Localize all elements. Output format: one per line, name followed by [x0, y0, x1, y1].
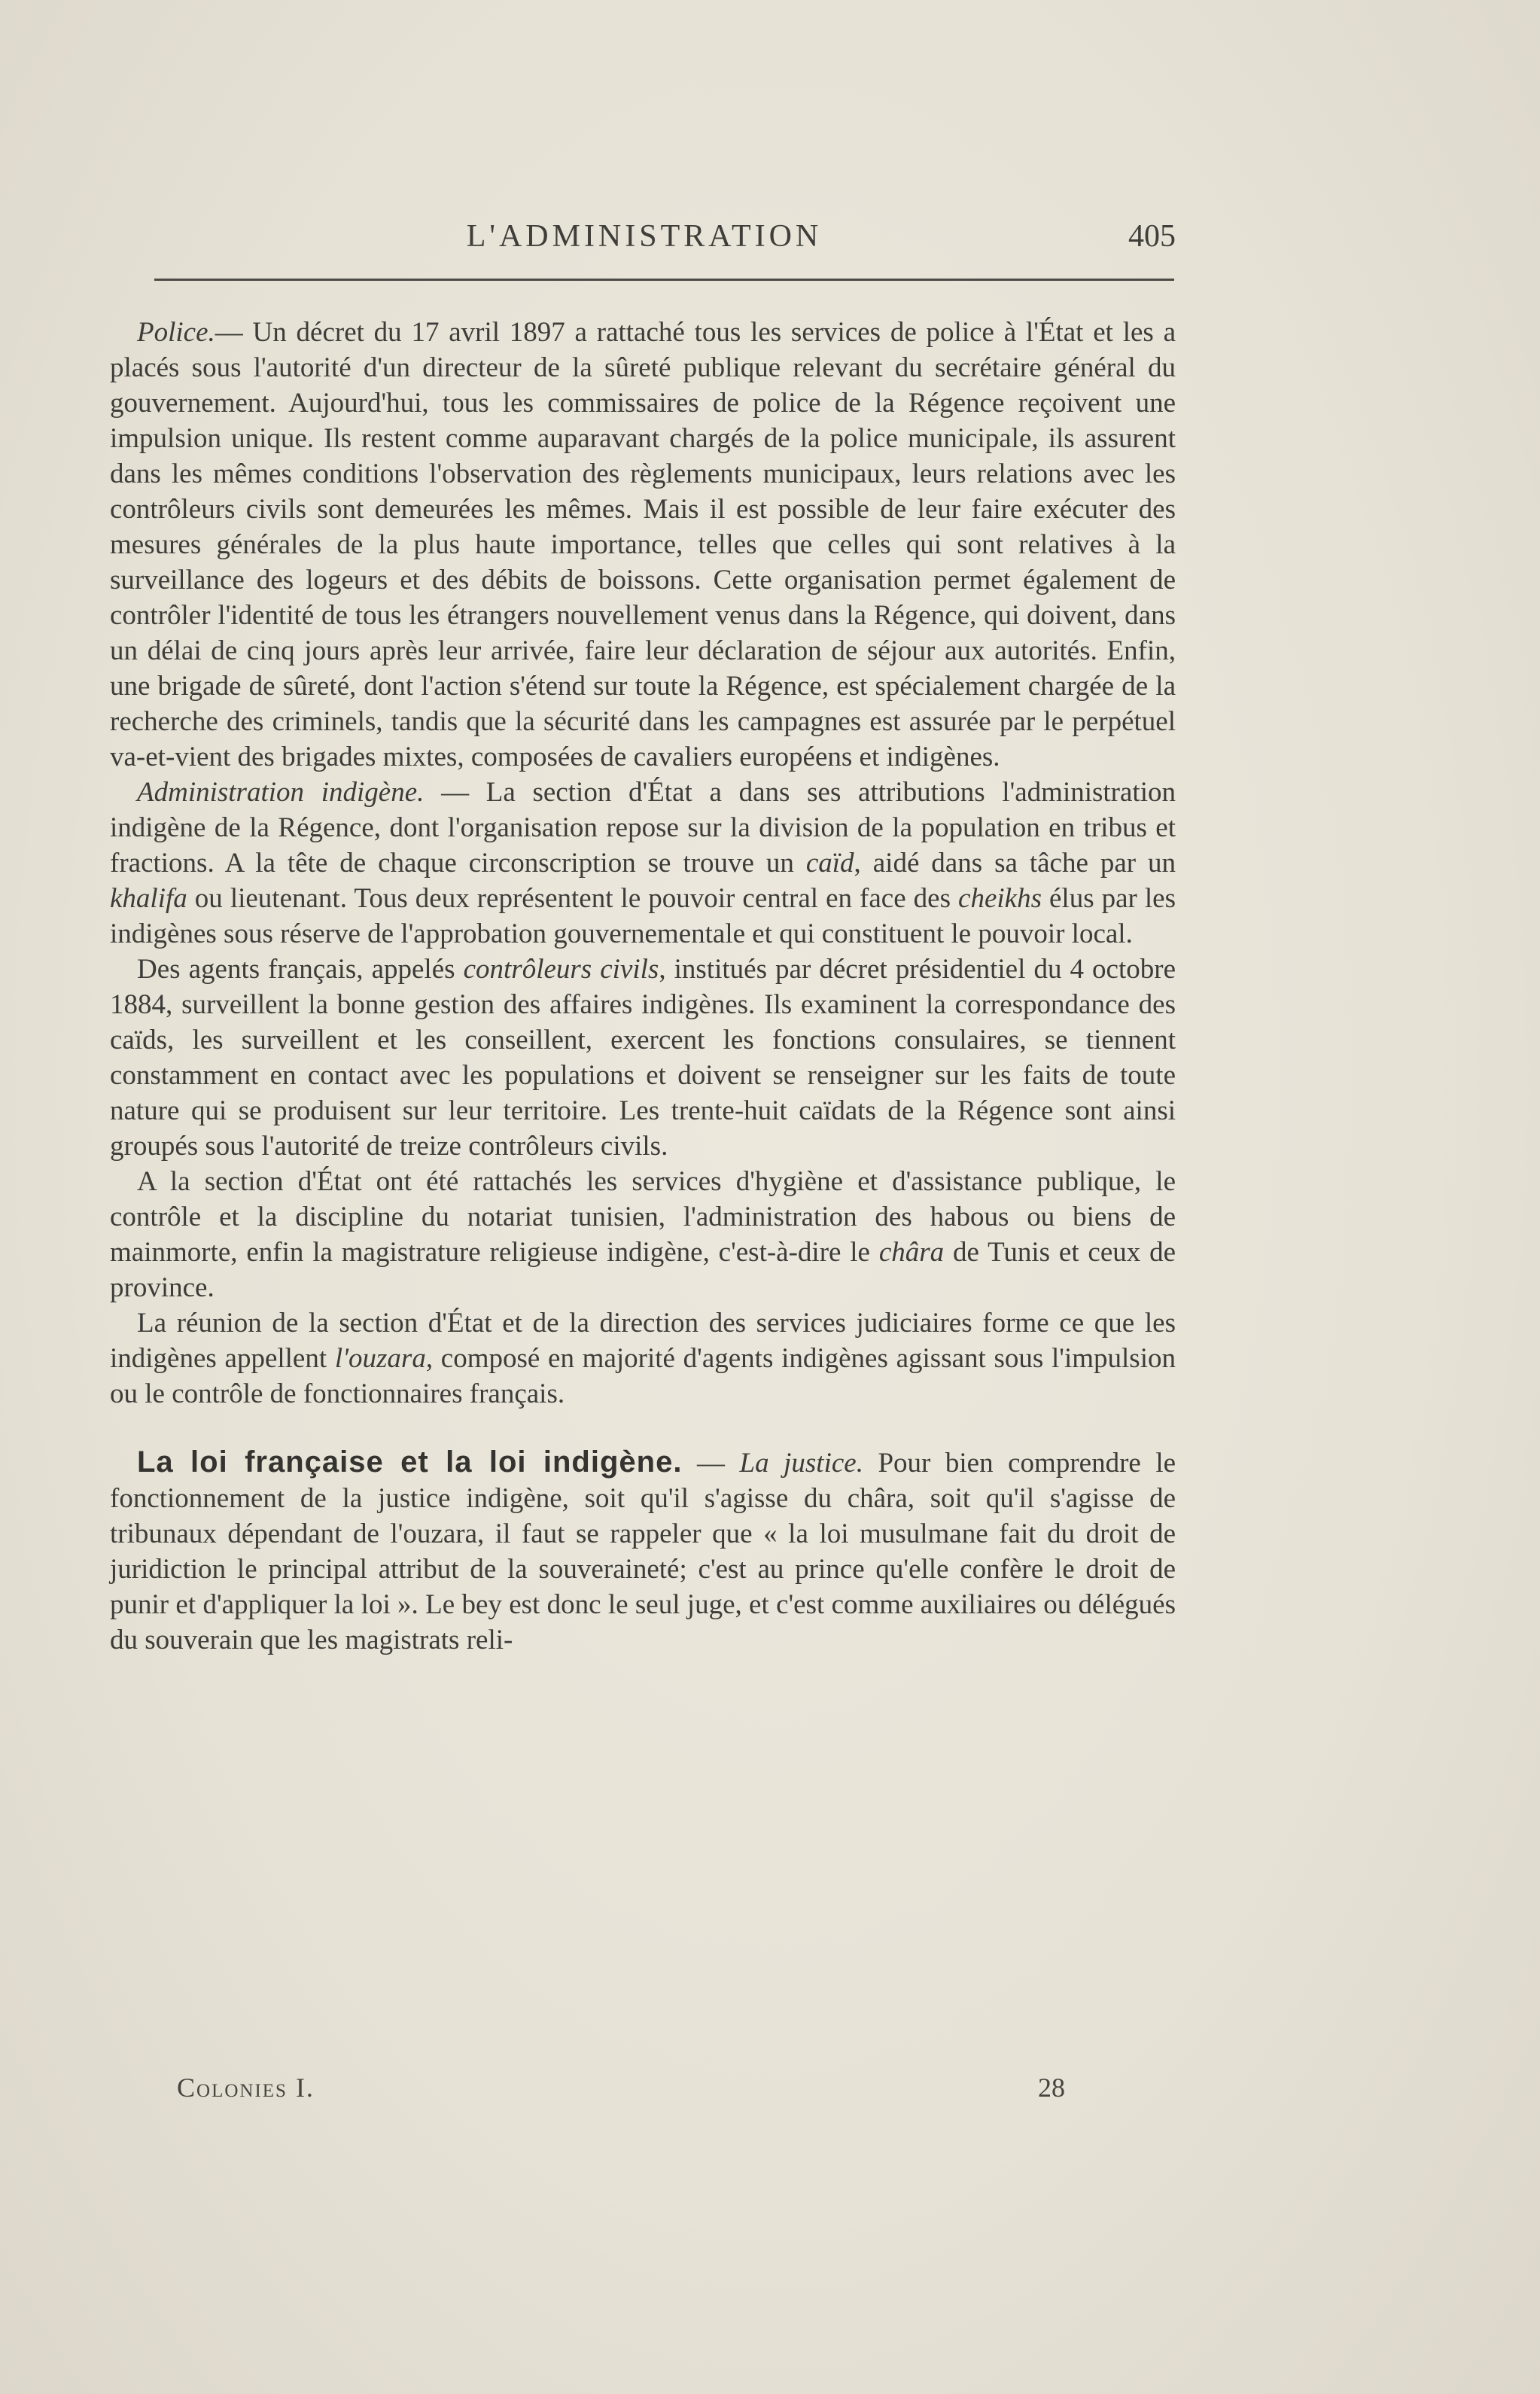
loi-text: Pour bien comprendre le fonctionnement de la justice indigène, soit qu'il s'agisse du châra, soit qu'il s'agisse de tribunaux dépendant de l'ouzara, il faut se rappeler que « la loi musulmane fait du droit de juridiction le principal attribut de la souveraineté; c'est au prince qu'elle confère le droit de punir et d'appliquer la loi ». Le bey est donc le seul juge, et c'est comme auxiliaires ou délégués du souverain que les magistrats reli-: [110, 1448, 1176, 1655]
controleurs-text-1: Des agents français, appelés: [137, 954, 455, 985]
admin-text-3: ou lieutenant. Tous deux représentent le pouvoir central en face des: [194, 883, 951, 914]
term-chara: châra: [878, 1237, 945, 1268]
admin-text-1: — La section d'État a dans ses attributions l'administration indigène de la Régence, dont l'organisation repose sur la division de la population en tribus et fractions. A la tête de chaque circonscription se trouve un: [110, 777, 1176, 879]
admin-text-4: élus par les indigènes sous réserve de l'approbation gouvernementale et qui constituent le pouvoir local.: [110, 883, 1176, 949]
paragraph-police: [110, 315, 1176, 775]
ouzara-text-1: La réunion de la section d'État et de la direction des services judiciaires forme ce que les indigènes appellent: [110, 1308, 1176, 1374]
running-title: L'ADMINISTRATION: [466, 219, 823, 254]
section-dash: —: [696, 1448, 725, 1479]
paragraph-ouzara: [110, 1305, 1176, 1412]
hygiene-text: A la section d'État ont été rattachés les services d'hygiène et d'assistance publique, le contrôle et la discipline du notariat tunisien, l'administration des habous ou biens de mainmorte, enfin la magistrature religieuse indigène, c'est-à-dire le: [110, 1166, 1176, 1268]
police-label: Police.: [137, 317, 215, 348]
body-text: [110, 315, 1176, 1658]
section-heading: La loi française et la loi indigène.: [137, 1445, 683, 1479]
controleurs-text-2: , institués par décret présidentiel du 4 octobre 1884, surveillent la bonne gestion des affaires indigènes. Ils examinent la correspondance des caïds, les surveillent et les conseillent, exercent les fonctions consulaires, se tiennent constamment en contact avec les populations et doivent se renseigner sur les faits de toute nature qui se produisent sur leur territoire. Les trente-huit caïdats de la Régence sont ainsi groupés sous l'autorité de treize contrôleurs civils.: [110, 954, 1176, 1162]
paragraph-loi: [110, 1445, 1176, 1658]
paragraph-hygiene: [110, 1164, 1176, 1305]
page-number: 405: [1128, 219, 1176, 254]
footer-signature: Colonies I.: [177, 2073, 315, 2103]
header-rule: [154, 279, 1174, 281]
paragraph-administration-indigene: [110, 775, 1176, 952]
police-text: — Un décret du 17 avril 1897 a rattaché tous les services de police à l'État et les a placés sous l'autorité d'un directeur de la sûreté publique relevant du secrétaire général du gouvernement. Aujourd'hui, tous les commissaires de police de la Régence reçoivent une impulsion unique. Ils restent comme auparavant chargés de la police municipale, ils assurent dans les mêmes conditions l'observation des règlements municipaux, leurs relations avec les contrôleurs civils sont demeurées les mêmes. Mais il est possible de leur faire exécuter des mesures générales de la plus haute importance, telles que celles qui sont relatives à la surveillance des logeurs et des débits de boissons. Cette organisation permet également de contrôler l'identité de tous les étrangers nouvellement venus dans la Régence, qui doivent, dans un délai de cinq jours après leur arrivée, faire leur déclaration de séjour aux autorités. Enfin, une brigade de sûreté, dont l'action s'étend sur toute la Régence, est spécialement chargée de la recherche des criminels, tandis que la sécurité dans les campagnes est assurée par le perpétuel va-et-vient des brigades mixtes, composées de cavaliers européens et indigènes.: [110, 317, 1176, 772]
term-controleurs-civils: contrôleurs civils: [463, 954, 659, 985]
paragraph-controleurs: [110, 952, 1176, 1164]
ouzara-text-2: , composé en majorité d'agents indigènes agissant sous l'impulsion ou le contrôle de fonctionnaires français.: [110, 1343, 1176, 1409]
admin-text-2: , aidé dans sa tâche par un: [854, 848, 1176, 879]
term-cheikhs: cheikhs: [958, 883, 1042, 914]
footer: [177, 2072, 1065, 2109]
term-caid: caïd: [805, 848, 854, 879]
running-head: [113, 218, 1176, 263]
footer-sheet-number: 28: [1038, 2073, 1065, 2103]
term-ouzara: l'ouzara: [334, 1343, 426, 1374]
term-khalifa: khalifa: [110, 883, 187, 914]
hygiene-text-2: de Tunis et ceux de province.: [110, 1237, 1176, 1303]
subheading-justice: La justice.: [739, 1448, 863, 1479]
admin-label: Administration indigène.: [137, 777, 425, 808]
